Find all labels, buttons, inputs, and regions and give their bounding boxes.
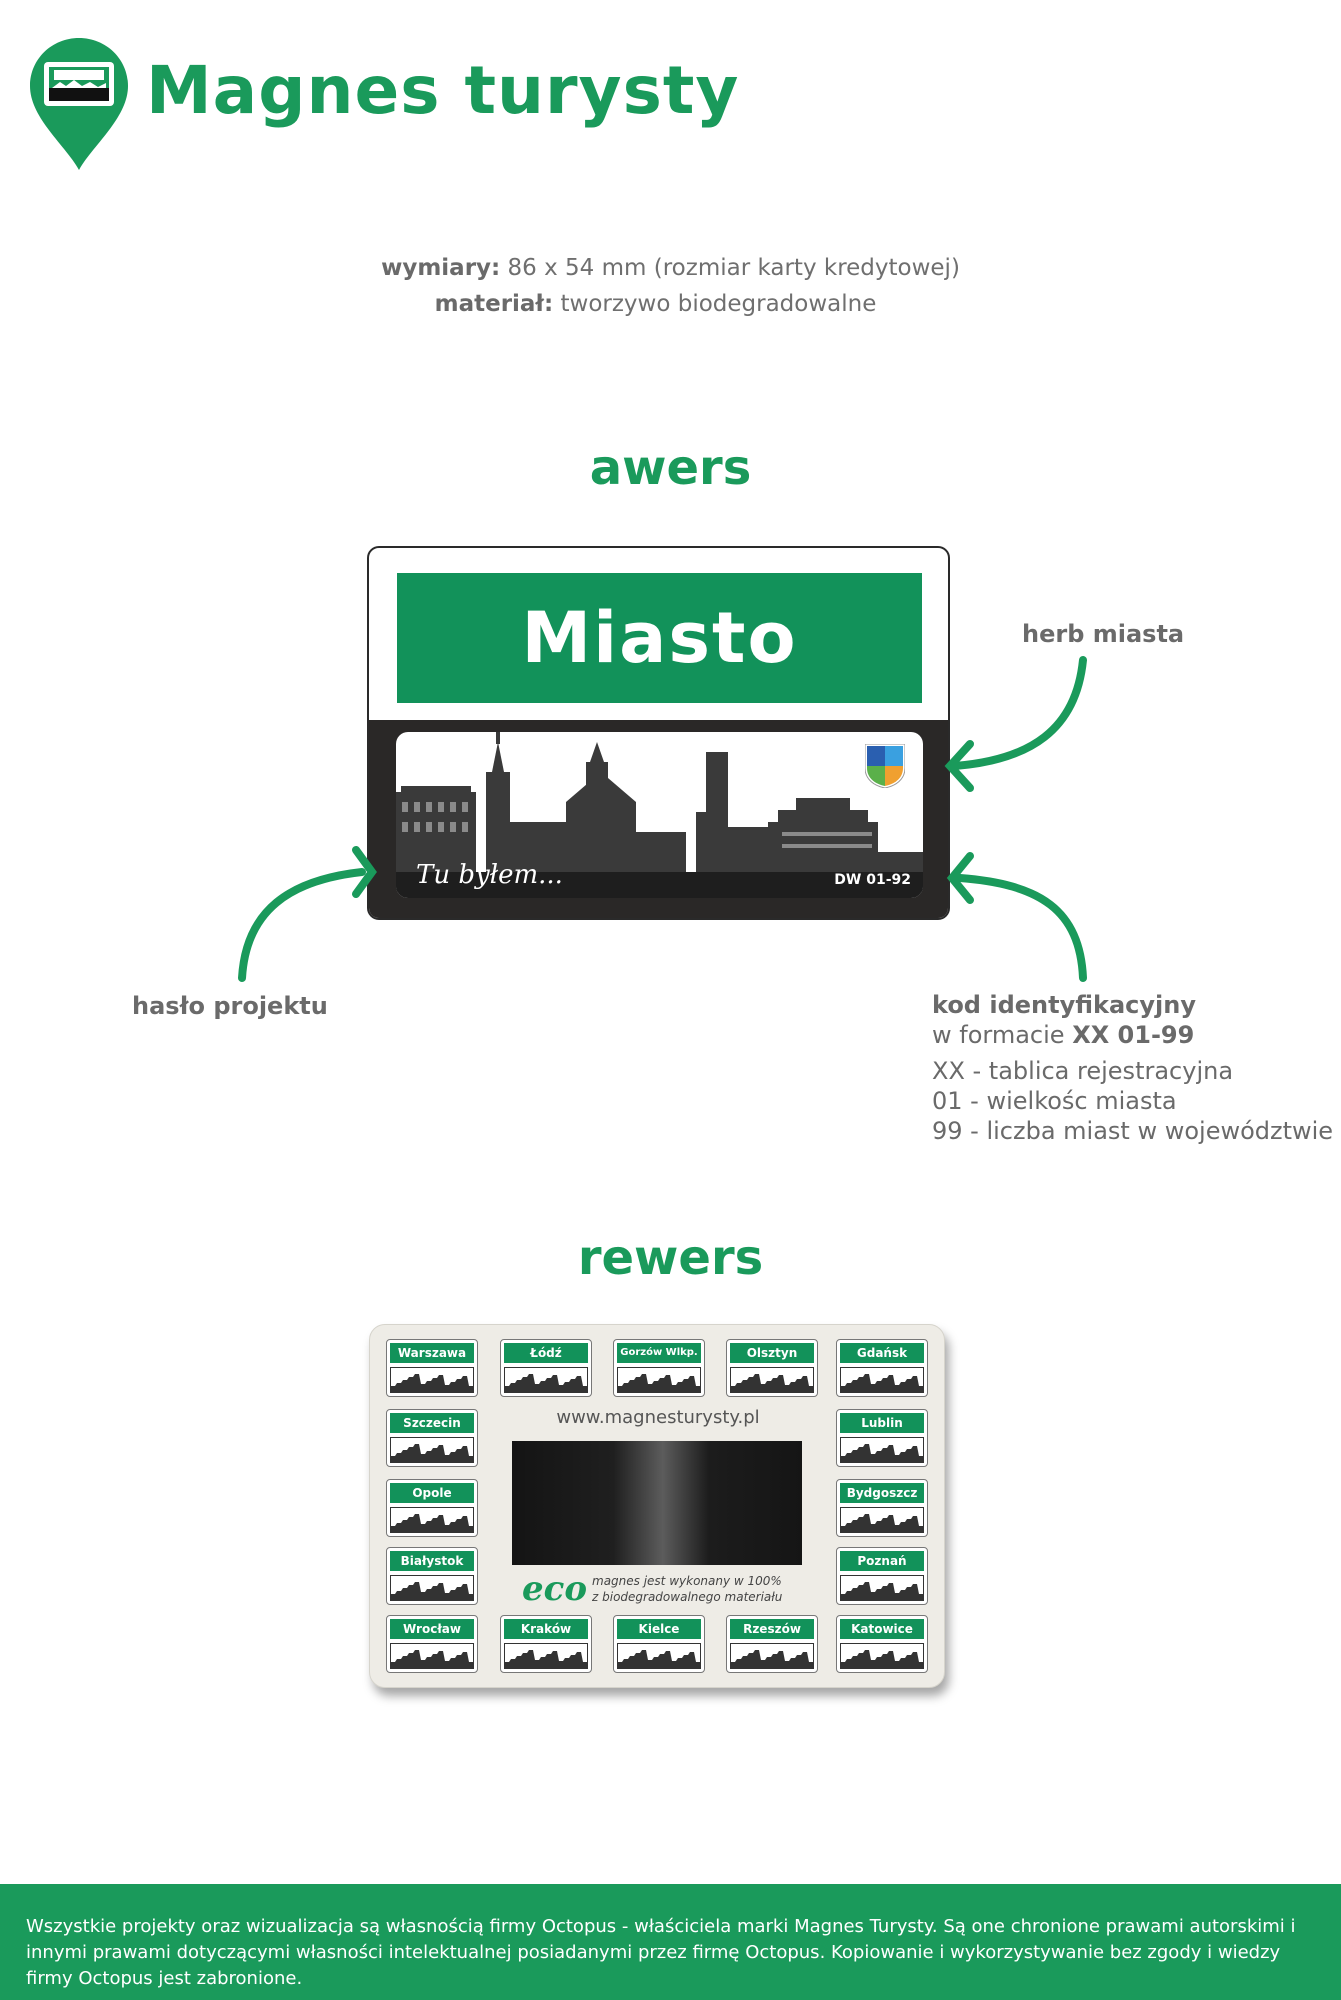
city-tile — [726, 1615, 818, 1673]
city-tile-name: Opole — [390, 1483, 474, 1503]
city-tile — [386, 1479, 478, 1537]
city-tile-name: Poznań — [840, 1551, 924, 1571]
tile-skyline-icon — [618, 1644, 701, 1669]
dimensions-line — [0, 250, 1341, 286]
city-tile-skyline — [390, 1437, 474, 1463]
city-tile — [726, 1339, 818, 1397]
city-tile — [500, 1339, 592, 1397]
city-tile-name: Katowice — [840, 1619, 924, 1639]
front-title: awers — [589, 440, 752, 496]
dimensions-value: 86 x 54 mm (rozmiar karty kredytowej) — [507, 255, 960, 281]
city-tile — [386, 1339, 478, 1397]
city-tile-name: Białystok — [390, 1551, 474, 1571]
city-tile-name: Wrocław — [390, 1619, 474, 1639]
brand-name: Magnes turysty — [146, 52, 740, 129]
id-code: DW 01-92 — [834, 872, 911, 888]
city-tile-name: Warszawa — [390, 1343, 474, 1363]
city-tile-skyline — [504, 1643, 588, 1669]
city-tile-skyline — [390, 1643, 474, 1669]
material-label: materiał: — [434, 291, 554, 317]
code-line: 01 - wielkośc miasta — [932, 1087, 1177, 1115]
material-value: tworzywo biodegradowalne — [560, 291, 877, 317]
city-tile-name: Rzeszów — [730, 1619, 814, 1639]
city-tile-skyline — [840, 1643, 924, 1669]
city-tile-skyline — [390, 1367, 474, 1393]
tile-skyline-icon — [391, 1438, 474, 1463]
city-tile-name: Szczecin — [390, 1413, 474, 1433]
city-tile-skyline — [730, 1643, 814, 1669]
code-format: XX 01-99 — [1072, 1021, 1195, 1049]
code-line: 99 - liczba miast w województwie — [932, 1117, 1334, 1145]
tile-skyline-icon — [841, 1438, 924, 1463]
city-tile — [386, 1615, 478, 1673]
city-tile — [613, 1615, 705, 1673]
copyright-notice: Wszystkie projekty oraz wizualizacja są własnością firmy Octopus - właściciela marki Magnes Turysty. Są one chronione prawami autorskimi i innymi prawami dotyczącymi własności intelektualnej posiadanymi przez firmę Octopus. Kopiowanie i wykorzystywanie bez zgody i wiedzy firmy Octopus jest zabronione. — [26, 1916, 1296, 1989]
tile-skyline-icon — [731, 1644, 814, 1669]
project-slogan: Tu byłem... — [416, 860, 563, 890]
back-title: rewers — [577, 1230, 764, 1286]
code-line: XX - tablica rejestracyjna — [932, 1057, 1234, 1085]
footer — [0, 1884, 1341, 2000]
brand-pin-icon — [30, 38, 128, 170]
tile-skyline-icon — [391, 1508, 474, 1533]
front-card — [367, 546, 950, 920]
tile-skyline-icon — [391, 1644, 474, 1669]
city-tile — [836, 1547, 928, 1605]
city-tile — [386, 1547, 478, 1605]
city-tile — [836, 1479, 928, 1537]
code-format-prefix: w formacie — [932, 1021, 1073, 1049]
tile-skyline-icon — [731, 1368, 814, 1393]
city-tile-skyline — [390, 1507, 474, 1533]
city-tile-name: Kielce — [617, 1619, 701, 1639]
city-tile-name: Olsztyn — [730, 1343, 814, 1363]
city-tile — [613, 1339, 705, 1397]
city-tile-skyline — [504, 1367, 588, 1393]
tile-skyline-icon — [841, 1644, 924, 1669]
city-tile-name: Gorzów Wlkp. — [617, 1343, 701, 1363]
city-sign: Miasto — [397, 573, 922, 703]
code-lines — [932, 1056, 1333, 1146]
magnet-surface — [512, 1441, 802, 1565]
city-tile-skyline — [390, 1575, 474, 1601]
city-tile-name: Kraków — [504, 1619, 588, 1639]
city-tile-name: Lublin — [840, 1413, 924, 1433]
code-title: kod identyfikacyjny — [932, 991, 1196, 1019]
tile-skyline-icon — [841, 1508, 924, 1533]
skyline-photo — [396, 732, 923, 898]
city-tile-skyline — [840, 1437, 924, 1463]
city-tile — [500, 1615, 592, 1673]
code-format-line — [932, 1020, 1333, 1050]
code-description — [932, 990, 1333, 1146]
city-tile-skyline — [840, 1367, 924, 1393]
city-tile-skyline — [840, 1507, 924, 1533]
tile-skyline-icon — [505, 1644, 588, 1669]
eco-line: z biodegradowalnego materiału — [592, 1590, 783, 1604]
city-crest-icon — [865, 744, 905, 788]
city-tile-name: Gdańsk — [840, 1343, 924, 1363]
tile-skyline-icon — [841, 1576, 924, 1601]
material-line — [0, 286, 1341, 322]
eco-line: magnes jest wykonany w 100% — [592, 1574, 782, 1588]
tile-skyline-icon — [505, 1368, 588, 1393]
tile-skyline-icon — [391, 1368, 474, 1393]
city-tile — [836, 1615, 928, 1673]
website-url: www.magnesturysty.pl — [556, 1407, 760, 1428]
city-tile-skyline — [617, 1367, 701, 1393]
slogan-label: hasło projektu — [132, 992, 328, 1020]
tile-skyline-icon — [841, 1368, 924, 1393]
dimensions-label: wymiary: — [381, 255, 501, 281]
specs — [0, 250, 1341, 322]
back-card — [369, 1324, 945, 1688]
tile-skyline-icon — [391, 1576, 474, 1601]
eco-logo: eco — [522, 1569, 588, 1609]
city-tile-name: Łódź — [504, 1343, 588, 1363]
crest-label: herb miasta — [1022, 620, 1185, 648]
tile-skyline-icon — [618, 1368, 701, 1393]
city-tile — [836, 1339, 928, 1397]
city-tile-skyline — [617, 1643, 701, 1669]
eco-text — [592, 1573, 782, 1605]
city-tile-skyline — [730, 1367, 814, 1393]
city-tile-name: Bydgoszcz — [840, 1483, 924, 1503]
city-tile-skyline — [840, 1575, 924, 1601]
